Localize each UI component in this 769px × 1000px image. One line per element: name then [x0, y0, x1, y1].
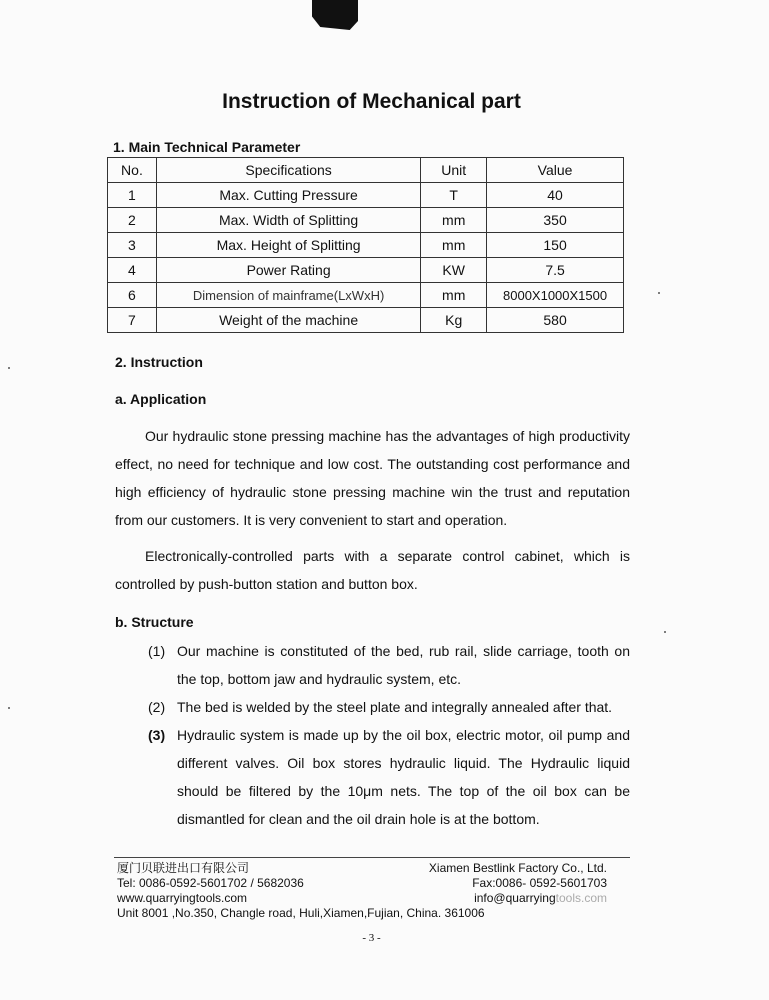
- footer-divider: [114, 857, 630, 858]
- row-value: 40: [487, 183, 624, 208]
- email-main: info@quarrying: [474, 891, 556, 905]
- column-header: Unit: [421, 158, 487, 183]
- document-title: Instruction of Mechanical part: [222, 90, 521, 113]
- website-link[interactable]: www.quarryingtools.com: [117, 891, 248, 905]
- row-specification: Max. Cutting Pressure: [156, 183, 420, 208]
- address: Unit 8001 ,No.350, Changle road, Huli,Xiamen,Fujian, China. 361006: [117, 906, 485, 920]
- page-number: - 3 -: [362, 932, 381, 944]
- column-header: Value: [487, 158, 624, 183]
- table-row: [108, 233, 624, 258]
- email-faded: tools.com: [555, 891, 607, 905]
- scan-speck: [8, 367, 10, 369]
- telephone: Tel: 0086-0592-5601702 / 5682036: [117, 876, 304, 890]
- row-number: 3: [108, 233, 157, 258]
- list-item-text: Our machine is constituted of the bed, rub rail, slide carriage, tooth on the top, bottom jaw and hydraulic system, etc.: [177, 643, 630, 687]
- list-item-text: The bed is welded by the steel plate and integrally annealed after that.: [177, 699, 613, 715]
- parameter-table: [107, 157, 624, 333]
- row-specification: Dimension of mainframe(LxWxH): [156, 283, 420, 308]
- scan-artifact: [312, 0, 358, 30]
- email-link[interactable]: [474, 891, 607, 906]
- list-item: [148, 693, 630, 721]
- row-unit: T: [421, 183, 487, 208]
- row-number: 6: [108, 283, 157, 308]
- list-item-number: (3): [148, 727, 166, 743]
- table-row: [108, 283, 624, 308]
- row-specification: Power Rating: [156, 258, 420, 283]
- row-value: 7.5: [487, 258, 624, 283]
- table-row: [108, 183, 624, 208]
- section-heading-parameters: 1. Main Technical Parameter: [113, 139, 301, 155]
- table-row: [108, 208, 624, 233]
- scan-speck: [8, 707, 10, 709]
- row-specification: Max. Width of Splitting: [156, 208, 420, 233]
- list-item: [148, 637, 630, 693]
- company-name-english: Xiamen Bestlink Factory Co., Ltd.: [428, 861, 607, 875]
- list-item-number: (2): [148, 699, 166, 715]
- row-unit: KW: [421, 258, 487, 283]
- row-number: 7: [108, 308, 157, 333]
- list-item: [148, 721, 630, 833]
- column-header: Specifications: [156, 158, 420, 183]
- row-number: 1: [108, 183, 157, 208]
- row-specification: Max. Height of Splitting: [156, 233, 420, 258]
- column-header: No.: [108, 158, 157, 183]
- application-paragraph: Electronically-controlled parts with a separate control cabinet, which is controlled by push-button station and button box.: [115, 548, 630, 592]
- row-value: 8000X1000X1500: [487, 283, 624, 308]
- subsection-heading-structure: b. Structure: [115, 614, 194, 630]
- row-value: 580: [487, 308, 624, 333]
- table-header-row: [108, 158, 624, 183]
- application-paragraph: Our hydraulic stone pressing machine has the advantages of high productivity effect, no need for technique and low cost. The outstanding cost performance and high efficiency of hydraulic stone pressing machine win the trust and reputation from our customers. It is very convenient to start and operation.: [115, 428, 630, 528]
- table-row: [108, 258, 624, 283]
- list-item-text: Hydraulic system is made up by the oil box, electric motor, oil pump and different valves. Oil box stores hydraulic liquid. The Hydraulic liquid should be filtered by the 10μm nets. The top of the oil box can be dismantled for clean and the oil drain hole is at the bottom.: [177, 727, 630, 827]
- row-value: 150: [487, 233, 624, 258]
- fax: Fax:0086- 0592-5601703: [472, 876, 607, 890]
- company-name-chinese: 厦门贝联进出口有限公司: [117, 861, 250, 875]
- section-heading-instruction: 2. Instruction: [115, 354, 203, 370]
- footer: [117, 861, 607, 921]
- scan-speck: [664, 631, 666, 633]
- row-specification: Weight of the machine: [156, 308, 420, 333]
- subsection-heading-application: a. Application: [115, 391, 207, 407]
- row-value: 350: [487, 208, 624, 233]
- table-row: [108, 308, 624, 333]
- structure-list: [148, 637, 630, 833]
- row-number: 2: [108, 208, 157, 233]
- list-item-number: (1): [148, 643, 166, 659]
- row-unit: mm: [421, 283, 487, 308]
- row-number: 4: [108, 258, 157, 283]
- scan-speck: [658, 292, 660, 294]
- row-unit: Kg: [421, 308, 487, 333]
- row-unit: mm: [421, 233, 487, 258]
- row-unit: mm: [421, 208, 487, 233]
